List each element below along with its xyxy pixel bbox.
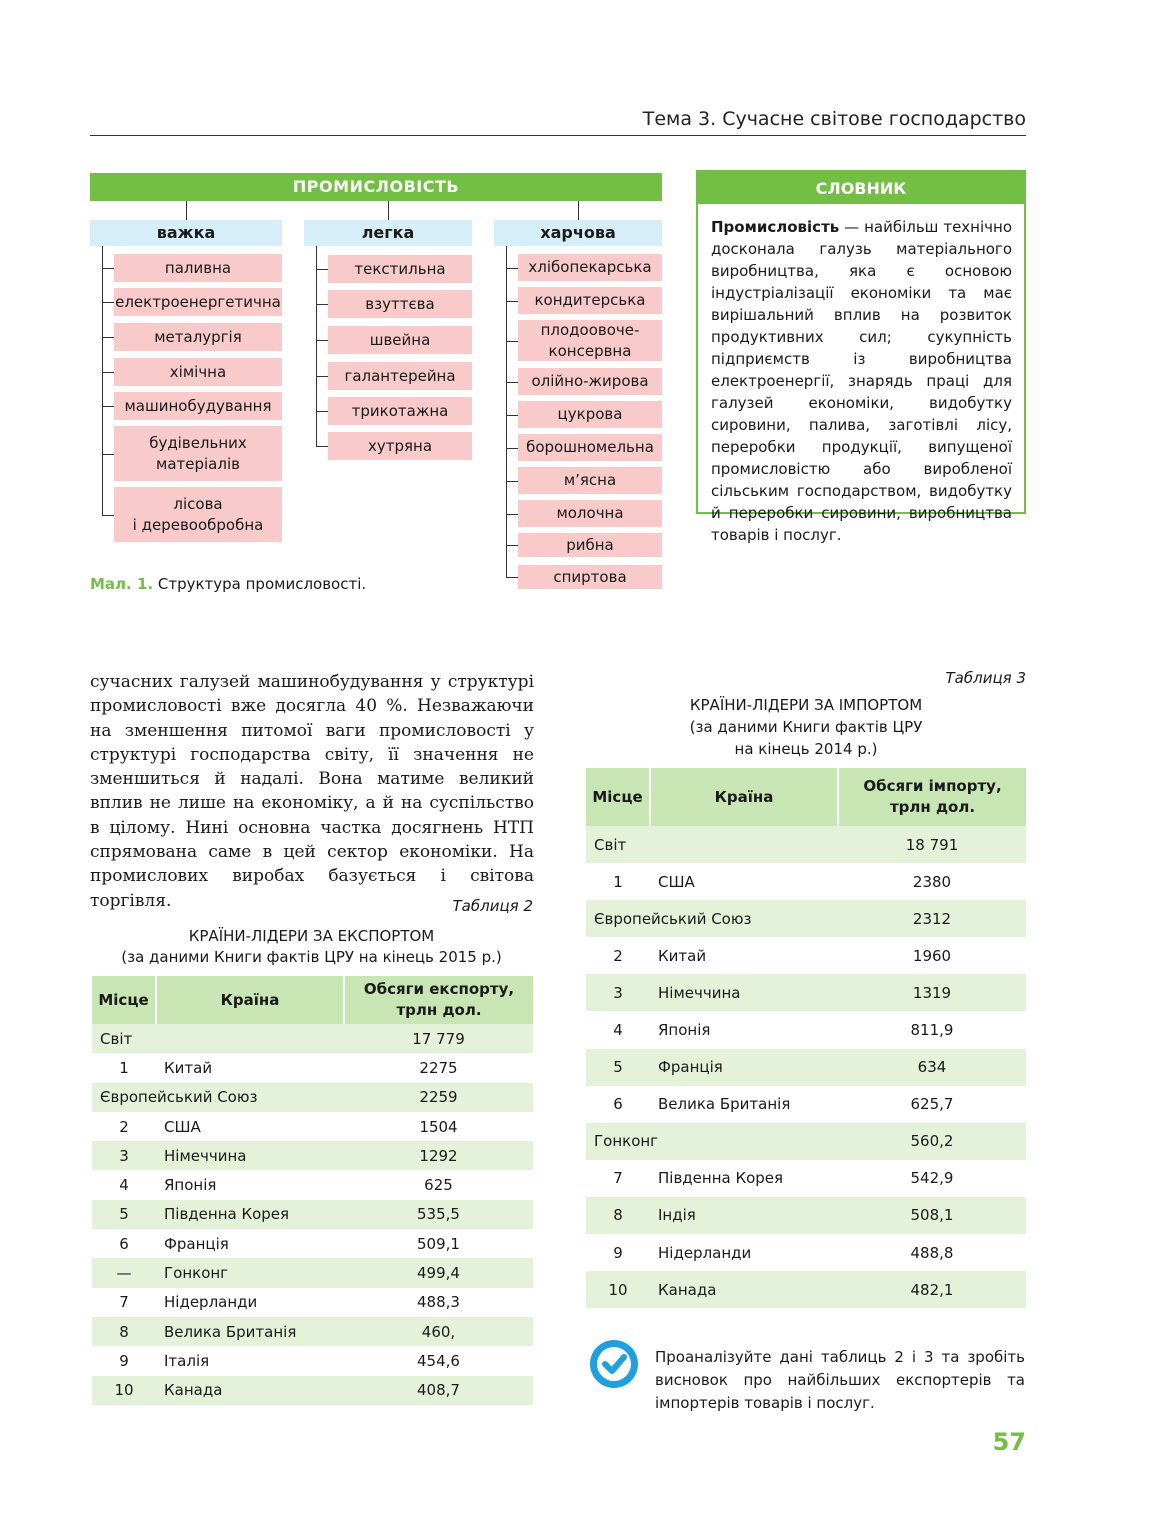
connector-line: [316, 376, 328, 377]
country-cell: Гонконг: [586, 1123, 838, 1160]
table2-row: [92, 1317, 533, 1346]
connector-line: [506, 246, 507, 577]
glossary-heading: СЛОВНИК: [698, 172, 1024, 204]
connector-line: [316, 446, 328, 447]
value-cell: 625: [424, 1176, 453, 1195]
glossary-term: Промисловість: [711, 218, 840, 236]
place-cell: 9: [119, 1351, 129, 1370]
table2-row: [92, 1170, 533, 1199]
value-cell: 508,1: [838, 1197, 1026, 1234]
table3-row: [586, 974, 1026, 1011]
table2-row: [92, 1229, 533, 1258]
subcategory-box: цукрова: [518, 401, 662, 428]
figure-label: Мал. 1.: [90, 575, 154, 593]
country-cell: Світ: [586, 826, 838, 863]
connector-line: [316, 304, 328, 305]
place-cell: 9: [613, 1243, 623, 1262]
connector-line: [316, 340, 328, 341]
value-cell: 542,9: [910, 1169, 954, 1188]
subcategory-box: швейна: [328, 326, 472, 354]
subcategory-box: молочна: [518, 500, 662, 527]
value-cell: 408,7: [344, 1376, 533, 1405]
table2-row: [92, 1053, 533, 1082]
value-cell: 460,: [344, 1317, 533, 1346]
export-table: [92, 976, 533, 1405]
subcategory-box: хутряна: [328, 432, 472, 460]
table3-row: [586, 826, 1026, 863]
country-cell: Франція: [650, 1049, 838, 1086]
country-cell: Японія: [658, 1021, 711, 1040]
table3-row: [586, 1197, 1026, 1234]
connector-line: [506, 301, 518, 302]
category-1: легка: [304, 220, 472, 246]
table2-row: [92, 1346, 533, 1375]
task-text: Проаналізуйте дані таблиць 2 і 3 та зробіть висновок про найбільших експортерів та імпортерів товарів і послуг.: [655, 1348, 1025, 1412]
value-cell: 811,9: [910, 1021, 954, 1040]
connector-line: [186, 201, 187, 220]
country-cell: Німеччина: [650, 974, 838, 1011]
connector-line: [506, 514, 518, 515]
value-cell: 488,8: [910, 1243, 954, 1262]
subcategory-box: хімічна: [114, 358, 282, 386]
table3-row: [586, 1123, 1026, 1160]
table2-row: [92, 1112, 533, 1141]
connector-line: [506, 545, 518, 546]
table2-row: [92, 1288, 533, 1317]
connector-line: [102, 246, 103, 515]
subcategory-box: рибна: [518, 533, 662, 557]
table2-row: [92, 1200, 533, 1229]
subcategory-box: текстильна: [328, 255, 472, 283]
table2-header-place: Місце: [92, 976, 156, 1024]
place-cell: 3: [586, 974, 650, 1011]
table3-header-value: Обсяги імпорту, трлн дол.: [838, 768, 1026, 826]
place-cell: 5: [586, 1049, 650, 1086]
table2-subtitle: (за даними Книги фактів ЦРУ на кінець 2015 р.): [121, 948, 502, 966]
connector-line: [506, 382, 518, 383]
table3-row: [586, 937, 1026, 974]
value-cell: 2275: [419, 1058, 458, 1077]
connector-line: [506, 341, 518, 342]
country-cell: США: [658, 872, 695, 891]
place-cell: 10: [92, 1376, 156, 1405]
place-cell: 2: [613, 946, 623, 965]
place-cell: 7: [119, 1293, 129, 1312]
glossary-body: [698, 204, 1024, 546]
table3-row: [586, 1011, 1026, 1048]
subcategory-box: лісова і деревообробна: [114, 487, 282, 542]
value-cell: 625,7: [910, 1095, 954, 1114]
connector-line: [102, 406, 114, 407]
place-cell: 1: [119, 1058, 129, 1077]
value-cell: 634: [838, 1049, 1026, 1086]
table2-row: [92, 1024, 533, 1053]
connector-line: [316, 269, 328, 270]
subcategory-box: трикотажна: [328, 397, 472, 425]
connector-line: [102, 372, 114, 373]
country-cell: США: [164, 1117, 201, 1136]
page-number: 57: [992, 1428, 1026, 1456]
country-cell: Франція: [164, 1234, 229, 1253]
table2-row: [92, 1083, 533, 1112]
table3-subtitle-line2: на кінець 2014 р.): [734, 740, 878, 758]
table2-row: [92, 1376, 533, 1405]
table2-header-value: Обсяги експорту, трлн дол.: [344, 976, 533, 1024]
checkmark-icon: [590, 1340, 638, 1388]
table2-caption: Таблиця 2: [452, 897, 533, 915]
glossary-definition: — найбільш технічно досконала галузь матеріального виробництва, яка є основою індустріалізації економіки та має вирішальний вплив на розвиток продуктивних сил; сукупність підприємств із виробництва електроенергії, знарядь праці для галузей економіки, видобутку сировини, палива, заготівлі лісу, переробки продукції, випущеної промисловістю або виробленої сільським господарством, видобутку й переробки сировини, виробництва товарів і послуг.: [711, 218, 1012, 544]
table3-caption: Таблиця 3: [945, 669, 1026, 687]
country-cell: Китай: [164, 1058, 213, 1077]
subcategory-box: спиртова: [518, 565, 662, 589]
table3-subtitle-line1: (за даними Книги фактів ЦРУ: [689, 718, 923, 736]
country-cell: Велика Британія: [156, 1317, 344, 1346]
country-cell: Європейський Союз: [586, 900, 838, 937]
running-header: Тема 3. Сучасне світове господарство: [642, 108, 1026, 130]
connector-line: [102, 268, 114, 269]
table3-row: [586, 1086, 1026, 1123]
place-cell: 4: [613, 1021, 623, 1040]
connector-line: [506, 415, 518, 416]
table3-row: [586, 1234, 1026, 1271]
table3-title: КРАЇНИ-ЛІДЕРИ ЗА ІМПОРТОМ: [689, 696, 923, 714]
place-cell: 8: [586, 1197, 650, 1234]
country-cell: Нідерланди: [164, 1293, 258, 1312]
place-cell: 5: [92, 1200, 156, 1229]
country-cell: Канада: [650, 1271, 838, 1308]
category-0: важка: [90, 220, 282, 246]
subcategory-box: металургія: [114, 323, 282, 351]
table2-title: КРАЇНИ-ЛІДЕРИ ЗА ЕКСПОРТОМ: [188, 927, 435, 945]
value-cell: 2312: [838, 900, 1026, 937]
connector-line: [388, 201, 389, 220]
place-cell: 3: [92, 1141, 156, 1170]
place-cell: 6: [613, 1095, 623, 1114]
diagram-root: ПРОМИСЛОВІСТЬ: [90, 173, 662, 201]
value-cell: 2259: [344, 1083, 533, 1112]
body-paragraph: сучасних галузей машинобудування у структурі промисловості вже досягла 40 %. Незважаючи на зменшення питомої ваги промисловості у структурі господарства світу, її значення не зменшиться й надалі. Вона матиме великий вплив не лише на економіку, а й на суспільство в цілому. Нині основна частка досягнень НТП спрямована саме в цей сектор економіки. На промислових виробах базується і світова торгівля.: [90, 672, 534, 911]
value-cell: 560,2: [838, 1123, 1026, 1160]
value-cell: 1319: [838, 974, 1026, 1011]
connector-line: [506, 481, 518, 482]
country-cell: Китай: [658, 946, 707, 965]
table3-header-place: Місце: [586, 768, 650, 826]
subcategory-box: хлібопекарська: [518, 254, 662, 281]
value-cell: 454,6: [417, 1351, 460, 1370]
table3-row: [586, 900, 1026, 937]
place-cell: 6: [119, 1234, 129, 1253]
table3-row: [586, 1160, 1026, 1197]
value-cell: 482,1: [838, 1271, 1026, 1308]
subcategory-box: галантерейна: [328, 362, 472, 390]
connector-line: [578, 201, 579, 220]
value-cell: 499,4: [344, 1258, 533, 1287]
value-cell: 1960: [912, 946, 952, 965]
place-cell: 2: [119, 1117, 129, 1136]
value-cell: 509,1: [417, 1234, 460, 1253]
table3-row: [586, 863, 1026, 900]
import-table: [586, 768, 1026, 1308]
country-cell: Південна Корея: [156, 1200, 344, 1229]
country-cell: Німеччина: [156, 1141, 344, 1170]
country-cell: Гонконг: [156, 1258, 344, 1287]
country-cell: Європейський Союз: [92, 1083, 344, 1112]
value-cell: 18 791: [838, 826, 1026, 863]
subcategory-box: електроенергетична: [114, 288, 282, 316]
table3-header-country: Країна: [650, 768, 838, 826]
connector-line: [506, 268, 518, 269]
subcategory-box: олійно-жирова: [518, 368, 662, 395]
table2-header-country: Країна: [156, 976, 344, 1024]
value-cell: 535,5: [344, 1200, 533, 1229]
connector-line: [506, 448, 518, 449]
country-cell: Південна Корея: [658, 1169, 784, 1188]
place-cell: 1: [613, 872, 623, 891]
connector-line: [102, 337, 114, 338]
place-cell: 10: [586, 1271, 650, 1308]
country-cell: Японія: [164, 1176, 217, 1195]
country-cell: Нідерланди: [658, 1243, 752, 1262]
header-divider: [90, 135, 1026, 136]
subcategory-box: кондитерська: [518, 287, 662, 314]
value-cell: 488,3: [417, 1293, 460, 1312]
subcategory-box: будівельних матеріалів: [114, 426, 282, 481]
value-cell: 17 779: [344, 1024, 533, 1053]
connector-line: [316, 246, 317, 446]
country-cell: Світ: [92, 1024, 344, 1053]
connector-line: [102, 515, 114, 516]
place-cell: 4: [119, 1176, 129, 1195]
country-cell: Індія: [650, 1197, 838, 1234]
value-cell: 2380: [912, 872, 952, 891]
subcategory-box: борошномельна: [518, 434, 662, 461]
connector-line: [506, 577, 518, 578]
country-cell: Велика Британія: [658, 1095, 791, 1114]
connector-line: [316, 411, 328, 412]
subcategory-box: паливна: [114, 254, 282, 282]
glossary-box: [696, 170, 1026, 544]
country-cell: Канада: [156, 1376, 344, 1405]
subcategory-box: м’ясна: [518, 467, 662, 494]
subcategory-box: машинобудування: [114, 392, 282, 420]
figure-caption-text: Структура промисловості.: [153, 575, 367, 593]
table2-row: [92, 1141, 533, 1170]
connector-line: [102, 302, 114, 303]
table3-row: [586, 1049, 1026, 1086]
table2-row: [92, 1258, 533, 1287]
category-2: харчова: [494, 220, 662, 246]
place-cell: 8: [92, 1317, 156, 1346]
value-cell: 1292: [344, 1141, 533, 1170]
place-cell: —: [92, 1258, 156, 1287]
figure-caption: [90, 575, 366, 593]
country-cell: Італія: [164, 1351, 210, 1370]
subcategory-box: плодоовоче- консервна: [518, 320, 662, 361]
place-cell: 7: [613, 1169, 623, 1188]
value-cell: 1504: [419, 1117, 458, 1136]
table3-row: [586, 1271, 1026, 1308]
subcategory-box: взуттєва: [328, 290, 472, 318]
connector-line: [102, 454, 114, 455]
